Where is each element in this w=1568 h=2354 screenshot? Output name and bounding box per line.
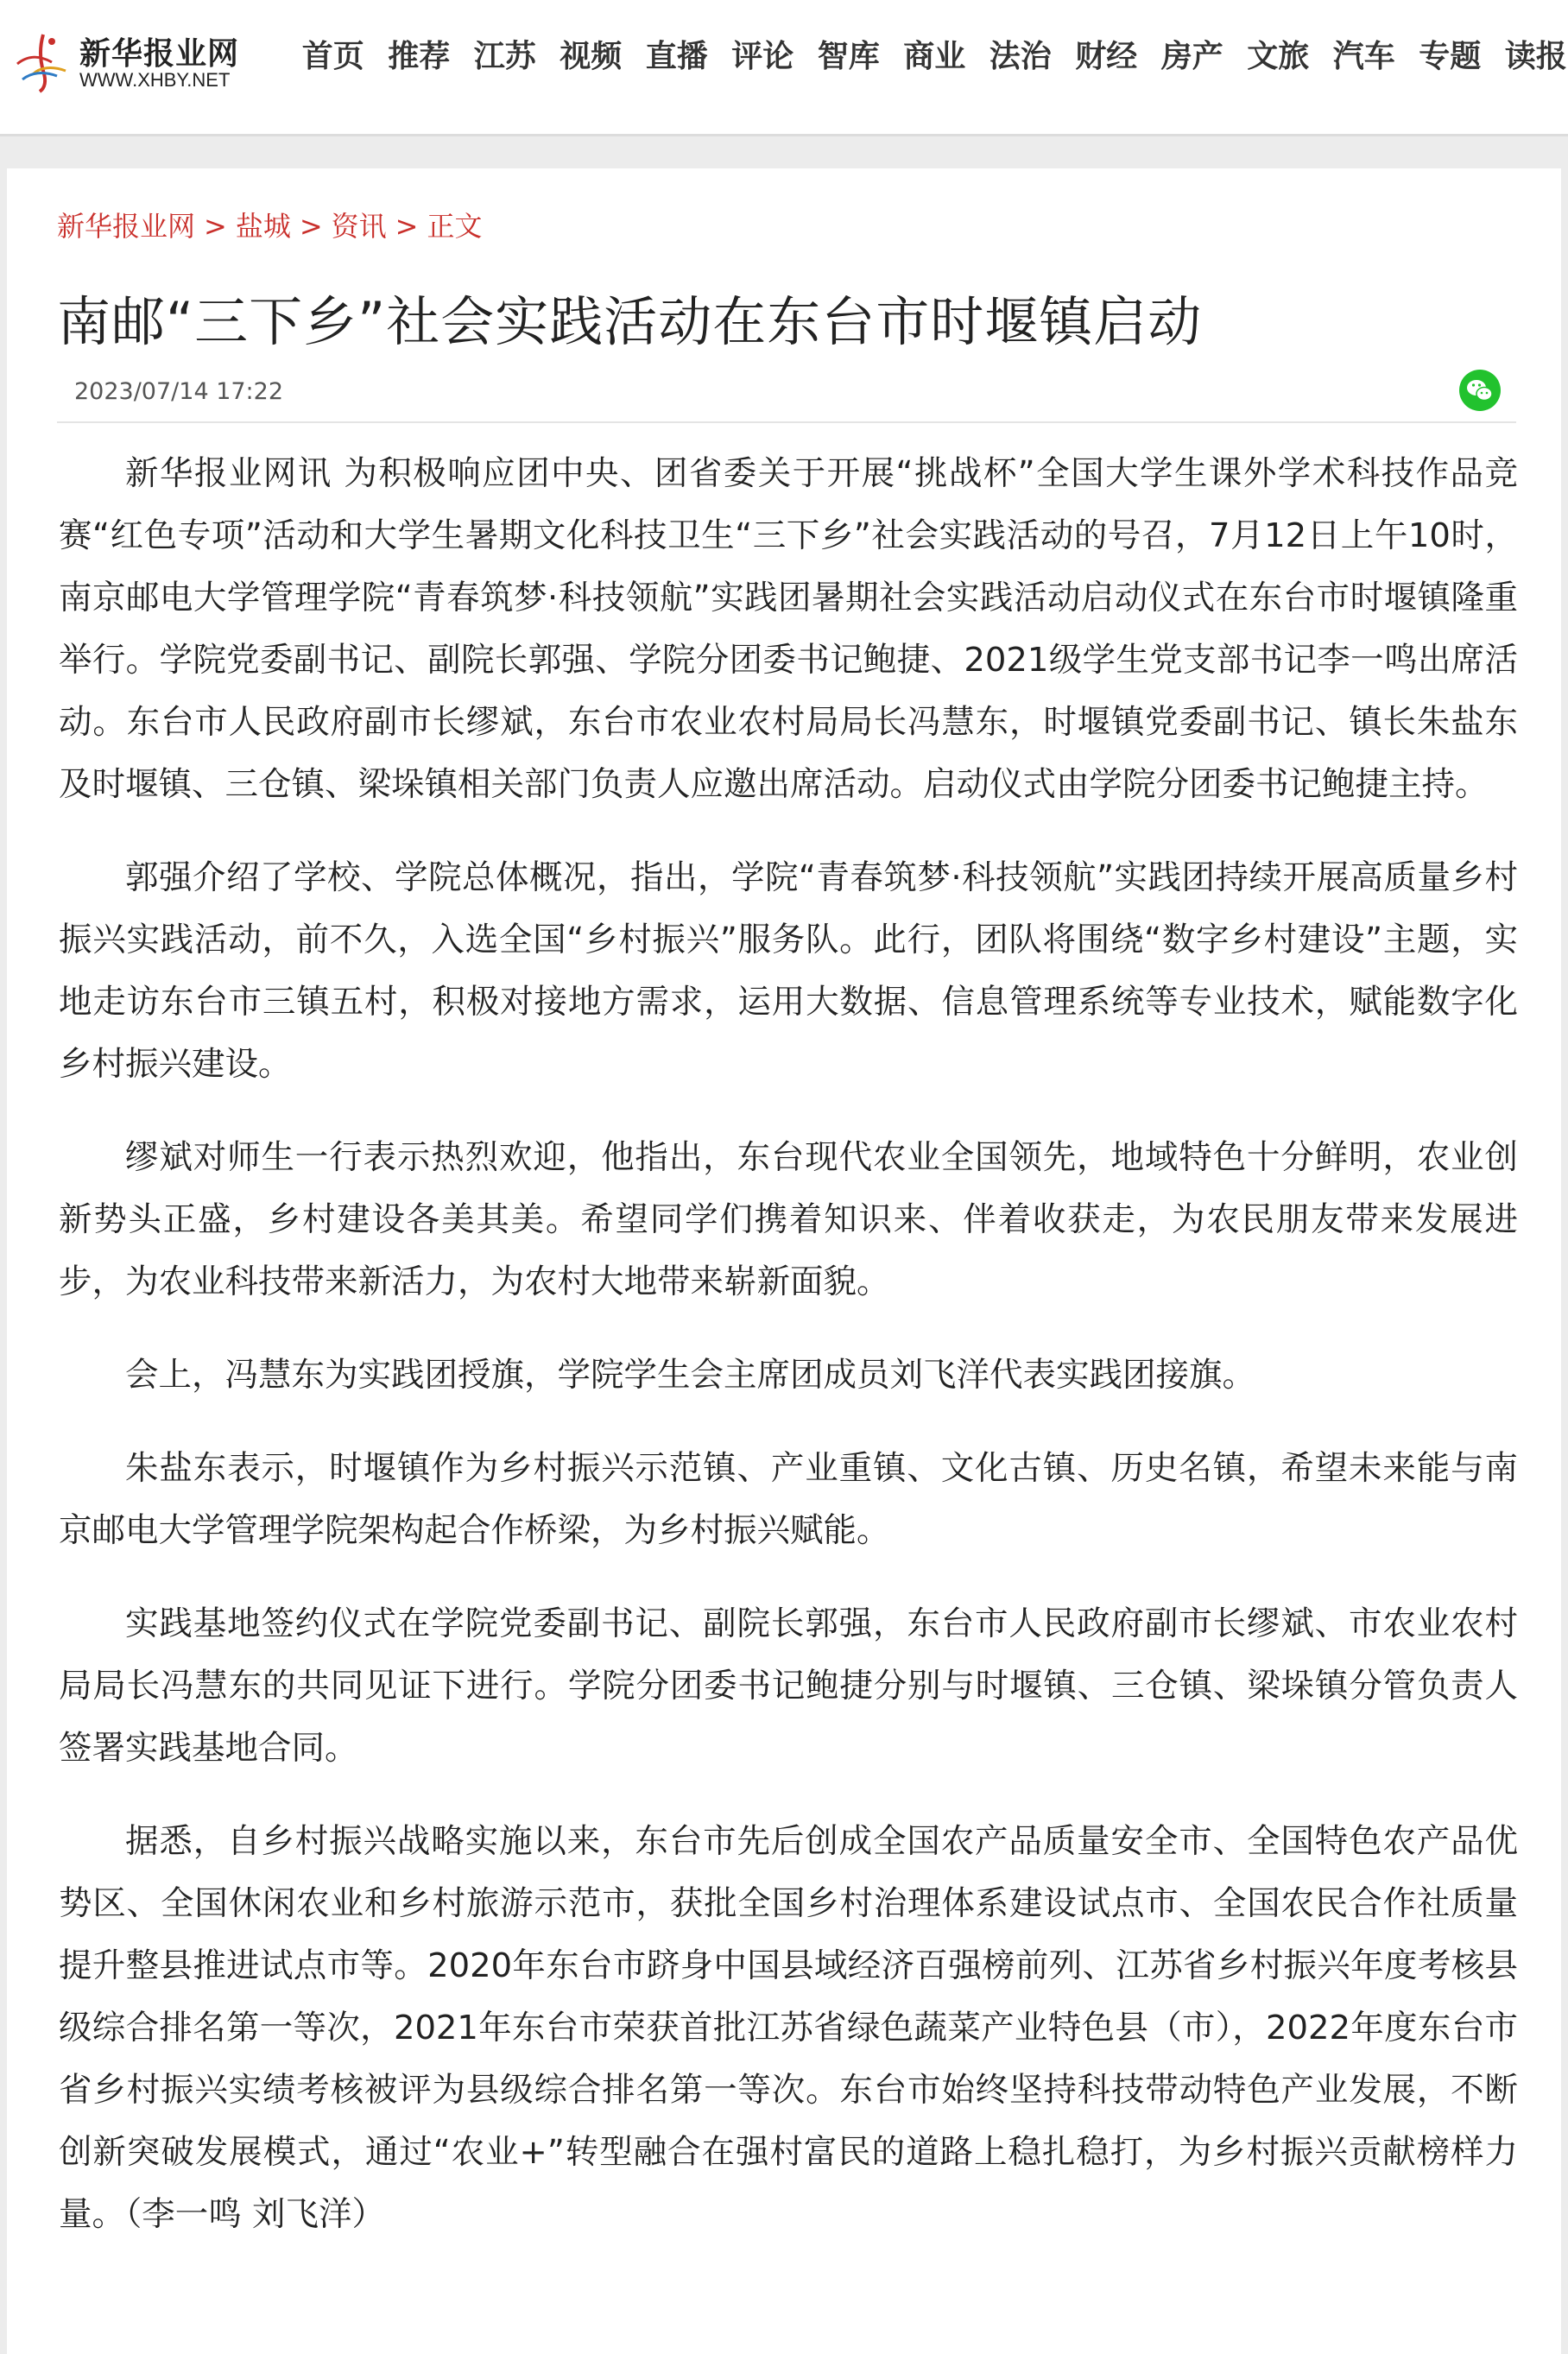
site-header — [0, 0, 1568, 136]
article-paragraph: 郭强介绍了学校、学院总体概况，指出，学院“青春筑梦·科技领航”实践团持续开展高质量乡村振兴实践活动，前不久，入选全国“乡村振兴”服务队。此行，团队将围绕“数字乡村建设”主题，实地走访东台市三镇五村，积极对接地方需求，运用大数据、信息管理系统等专业技术，赋能数字化乡村振兴建设。 — [59, 858, 1518, 1084]
article-paragraph: 缪斌对师生一行表示热烈欢迎，他指出，东台现代农业全国领先，地域特色十分鲜明，农业创新势头正盛，乡村建设各美其美。希望同学们携着知识来、伴着收获走，为农民朋友带来发展进步，为农业科技带来新活力，为农村大地带来崭新面貌。 — [59, 1138, 1518, 1301]
nav-item-newspaper[interactable]: 读报 — [1504, 39, 1567, 74]
wechat-icon — [1459, 370, 1501, 411]
nav-item-finance[interactable]: 财经 — [1075, 39, 1138, 74]
breadcrumb-item-yancheng[interactable]: 盐城 — [235, 210, 291, 243]
article-title: 南邮“三下乡”社会实践活动在东台市时堰镇启动 — [57, 290, 1203, 353]
breadcrumb-separator: > — [204, 210, 227, 243]
site-url: WWW.XHBY.NET — [79, 69, 231, 91]
publish-date: 2023/07/14 17:22 — [74, 378, 284, 405]
nav-item-auto[interactable]: 汽车 — [1332, 39, 1395, 74]
breadcrumb-item-current: 正文 — [427, 210, 483, 243]
article-paragraph: 新华报业网讯 为积极响应团中央、团省委关于开展“挑战杯”全国大学生课外学术科技作品竞赛“红色专项”活动和大学生暑期文化科技卫生“三下乡”社会实践活动的号召，7月12日上午10时，南京邮电大学管理学院“青春筑梦·科技领航”实践团暑期社会实践活动启动仪式在东台市时堰镇隆重举行。学院党委副书记、副院长郭强、学院分团委书记鲍捷、2021级学生党支部书记李一鸣出席活动。东台市人民政府副市长缪斌，东台市农业农村局局长冯慧东，时堰镇党委副书记、镇长朱盐东及时堰镇、三仓镇、梁垛镇相关部门负责人应邀出席活动。启动仪式由学院分团委书记鲍捷主持。 — [59, 454, 1518, 804]
article-paragraph: 据悉，自乡村振兴战略实施以来，东台市先后创成全国农产品质量安全市、全国特色农产品优势区、全国休闲农业和乡村旅游示范市，获批全国乡村治理体系建设试点市、全国农民合作社质量提升整县推进试点市等。2020年东台市跻身中国县域经济百强榜前列、江苏省乡村振兴年度考核县级综合排名第一等次，2021年东台市荣获首批江苏省绿色蔬菜产业特色县（市），2022年度东台市省乡村振兴实绩考核被评为县级综合排名第一等次。东台市始终坚持科技带动特色产业发展，不断创新突破发展模式，通过“农业+”转型融合在强村富民的道路上稳扎稳打，为乡村振兴贡献榜样力量。（李一鸣 刘飞洋） — [59, 1822, 1518, 2234]
article-paragraph: 朱盐东表示，时堰镇作为乡村振兴示范镇、产业重镇、文化古镇、历史名镇，希望未来能与南京邮电大学管理学院架构起合作桥梁，为乡村振兴赋能。 — [59, 1449, 1518, 1550]
breadcrumb-item-home[interactable]: 新华报业网 — [57, 210, 196, 243]
article-card — [7, 168, 1561, 2354]
nav-item-video[interactable]: 视频 — [560, 39, 623, 74]
breadcrumb-separator: > — [395, 210, 419, 243]
article-paragraph: 实践基地签约仪式在学院党委副书记、副院长郭强，东台市人民政府副市长缪斌、市农业农村局局长冯慧东的共同见证下进行。学院分团委书记鲍捷分别与时堰镇、三仓镇、梁垛镇分管负责人签署实践基地合同。 — [59, 1604, 1518, 1768]
wechat-share-button[interactable] — [1459, 370, 1501, 411]
nav-item-business[interactable]: 商业 — [903, 39, 966, 74]
nav-item-thinktank[interactable]: 智库 — [817, 39, 880, 74]
breadcrumb-item-news[interactable]: 资讯 — [331, 210, 387, 243]
breadcrumb-separator: > — [299, 210, 323, 243]
nav-item-law[interactable]: 法治 — [989, 39, 1052, 74]
nav-item-home[interactable]: 首页 — [301, 39, 364, 74]
article-body — [59, 443, 1518, 2277]
main-nav — [290, 33, 1568, 81]
nav-item-jiangsu[interactable]: 江苏 — [473, 39, 536, 74]
xhby-logo-icon — [14, 29, 71, 93]
nav-item-culture-travel[interactable]: 文旅 — [1247, 39, 1310, 74]
site-logo[interactable] — [14, 26, 247, 97]
breadcrumb — [57, 205, 483, 244]
nav-item-live[interactable]: 直播 — [645, 39, 708, 74]
nav-item-realestate[interactable]: 房产 — [1160, 39, 1223, 74]
nav-item-comment[interactable]: 评论 — [731, 39, 794, 74]
site-name: 新华报业网 — [79, 36, 240, 72]
nav-item-recommend[interactable]: 推荐 — [388, 39, 451, 74]
article-meta — [57, 370, 1516, 423]
article-paragraph: 会上，冯慧东为实践团授旗，学院学生会主席团成员刘飞洋代表实践团接旗。 — [125, 1356, 1256, 1395]
nav-item-topics[interactable]: 专题 — [1419, 39, 1482, 74]
